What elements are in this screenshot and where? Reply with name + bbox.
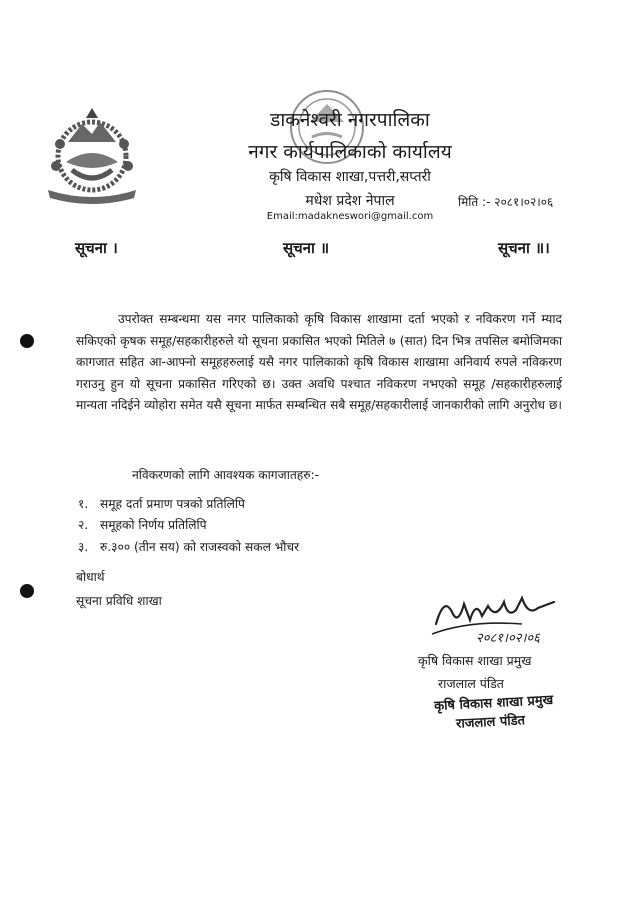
notice-heading-left: सूचना । [75,239,118,257]
stamp-name: राजलाल पंडित [455,713,526,732]
handwritten-signature [430,590,560,648]
punch-hole [20,334,34,348]
office-name: नगर कार्यपालिकाको कार्यालय [248,141,452,163]
municipality-name: डाकनेश्वरी नगरपालिका [270,109,430,131]
list-item [78,538,299,555]
item-text: समूहको निर्णय प्रतिलिपि [100,518,207,532]
email-line: Email:madakneswori@gmail.com [266,211,434,222]
notice-heading-right: सूचना ॥। [498,239,550,257]
branch-address: कृषि विकास शाखा,पत्तरी,सप्तरी [269,169,431,185]
item-number: ३. [78,540,89,554]
list-item [78,495,245,512]
required-docs-heading: नविकरणको लागि आवश्यक कागजातहरु:- [132,468,320,482]
date-line: मिति :- २०८१।०२।०६ [458,195,554,209]
notice-heading-center: सूचना ॥ [283,239,330,257]
stamp-title: कृषि विकास शाखा प्रमुख [433,692,554,715]
item-text: समूह दर्ता प्रमाण पत्रको प्रतिलिपि [100,497,245,511]
item-number: १. [78,497,89,511]
item-number: २. [78,518,89,532]
signature-date: २०८१।०२।०६ [476,631,540,646]
signer-title: कृषि विकास शाखा प्रमुख [418,653,532,668]
item-text: रु.३०० (तीन सय) को राजस्वको सकल भौचर [100,540,300,554]
signer-name: राजलाल पंडित [438,676,504,691]
notice-paragraph [76,309,562,417]
list-item [78,516,207,533]
cc-label: बोधार्थ [76,570,105,584]
paragraph-text: उपरोक्त सम्बन्धमा यस नगर पालिकाको कृषि विकास शाखामा दर्ता भएको र नविकरण गर्ने म्याद सकिएको कृषक समूह/सहकारीहरुले यो सूचना प्रकासित भएको मितिले ७ (सात) दिन भित्र तपसिल बमोजिमका कागजात सहित आ-आफ्नो समूहहरुलाई यसै नगर पालिकाको कृषि विकास शाखामा अनिवार्य रुपले नविकरण गराउनु हुन यो सूचना प्रकासित गरिएको छ। उक्त अवधि पश्चात नविकरण नभएको समूह /सहकारीहरुलाई मान्यता नदिईने व्योहोरा समेत यसै सूचना मार्फत सम्बन्धित सबै समूह/सहकारीलाई जानकारीको लागि अनुरोध छ। [76,312,563,413]
nepal-emblem-icon [38,104,146,204]
province-line: मधेश प्रदेश नेपाल [305,193,395,209]
cc-recipient: सूचना प्रविधि शाखा [76,594,162,608]
punch-hole [20,584,34,598]
